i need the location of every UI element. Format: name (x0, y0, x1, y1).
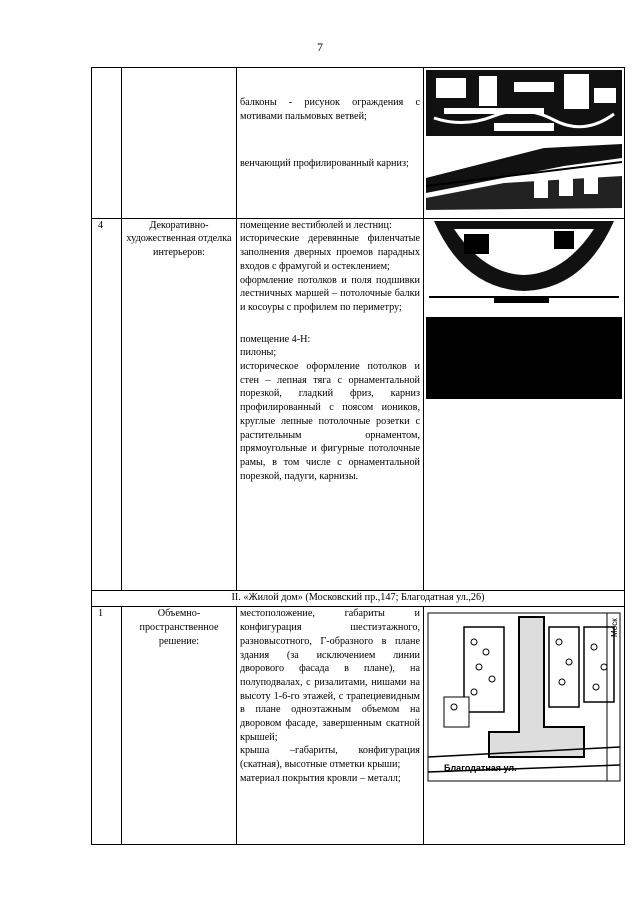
row-number (92, 68, 122, 219)
desc-paragraph: оформление потолков и поля подшивки лестничных маршей – потолочные балки и косоуры с профилем по периметру; (240, 274, 420, 313)
row-description (237, 607, 424, 845)
row-description (237, 68, 424, 219)
desc-paragraph: историческое оформление потолков и стен – лепная тяга с орнаментальной порезкой, гладкий фриз, карниз профилированный с поясом иоников, круглые лепные потолочные розетки с растительным орнаментом, прямоугольные и фигурные потолочные рамы, в том числе с орнаментальной порезкой, падуги, карнизы. (240, 361, 420, 482)
desc-paragraph: венчающий профилированный карниз; (240, 158, 409, 170)
desc-paragraph: помещение вестибюлей и лестниц: (240, 219, 392, 231)
desc-paragraph: материал покрытия кровли – металл; (240, 772, 401, 784)
row-name (122, 68, 237, 219)
site-plan-map (424, 607, 624, 839)
desc-paragraph: исторические деревянные филенчатые заполнения дверных проемов парадных входов с фрамугой и остеклением; (240, 233, 420, 272)
table-row (92, 68, 625, 219)
desc-paragraph: помещение 4-Н: (240, 333, 311, 345)
street-label-vertical: Моск (610, 618, 619, 638)
row-number: 1 (92, 607, 122, 845)
section-header-row (92, 591, 625, 607)
photo-cell (424, 68, 625, 219)
desc-paragraph: пилоны; (240, 347, 277, 359)
photo-cell (424, 218, 625, 591)
protected-elements-table (91, 67, 625, 845)
row-description (237, 218, 424, 591)
row-name: Объемно-пространственное решение: (122, 607, 237, 845)
facade-photo (424, 68, 624, 213)
interior-photo (424, 219, 624, 586)
desc-paragraph: балконы - рисунок ограждения с мотивами пальмовых ветвей; (240, 97, 420, 122)
desc-paragraph: местоположение, габариты и конфигурация шестиэтажного, разновысотного, Г-образного в плане здания (за исключением линии дворового фасада в плане), на полуподвалах, с ризалитами, нишами на высоту 1-6-го этажей, с трапециевидным в плане одноэтажным объемом на дворовом фасаде, завершенным скатной крышей; (240, 608, 420, 743)
table-row (92, 218, 625, 591)
page-number: 7 (317, 40, 323, 54)
section-header: II. «Жилой дом» (Московский пр.,147; Благодатная ул.,26) (92, 591, 625, 607)
street-label: Благодатная ул. (444, 763, 517, 774)
row-number: 4 (92, 218, 122, 591)
row-name: Декоративно-художественная отделка интерьеров: (122, 218, 237, 591)
desc-paragraph: крыша –габариты, конфигурация (скатная), высотные отметки крыши; (240, 745, 420, 771)
photo-cell (424, 607, 625, 845)
table-row (92, 607, 625, 845)
